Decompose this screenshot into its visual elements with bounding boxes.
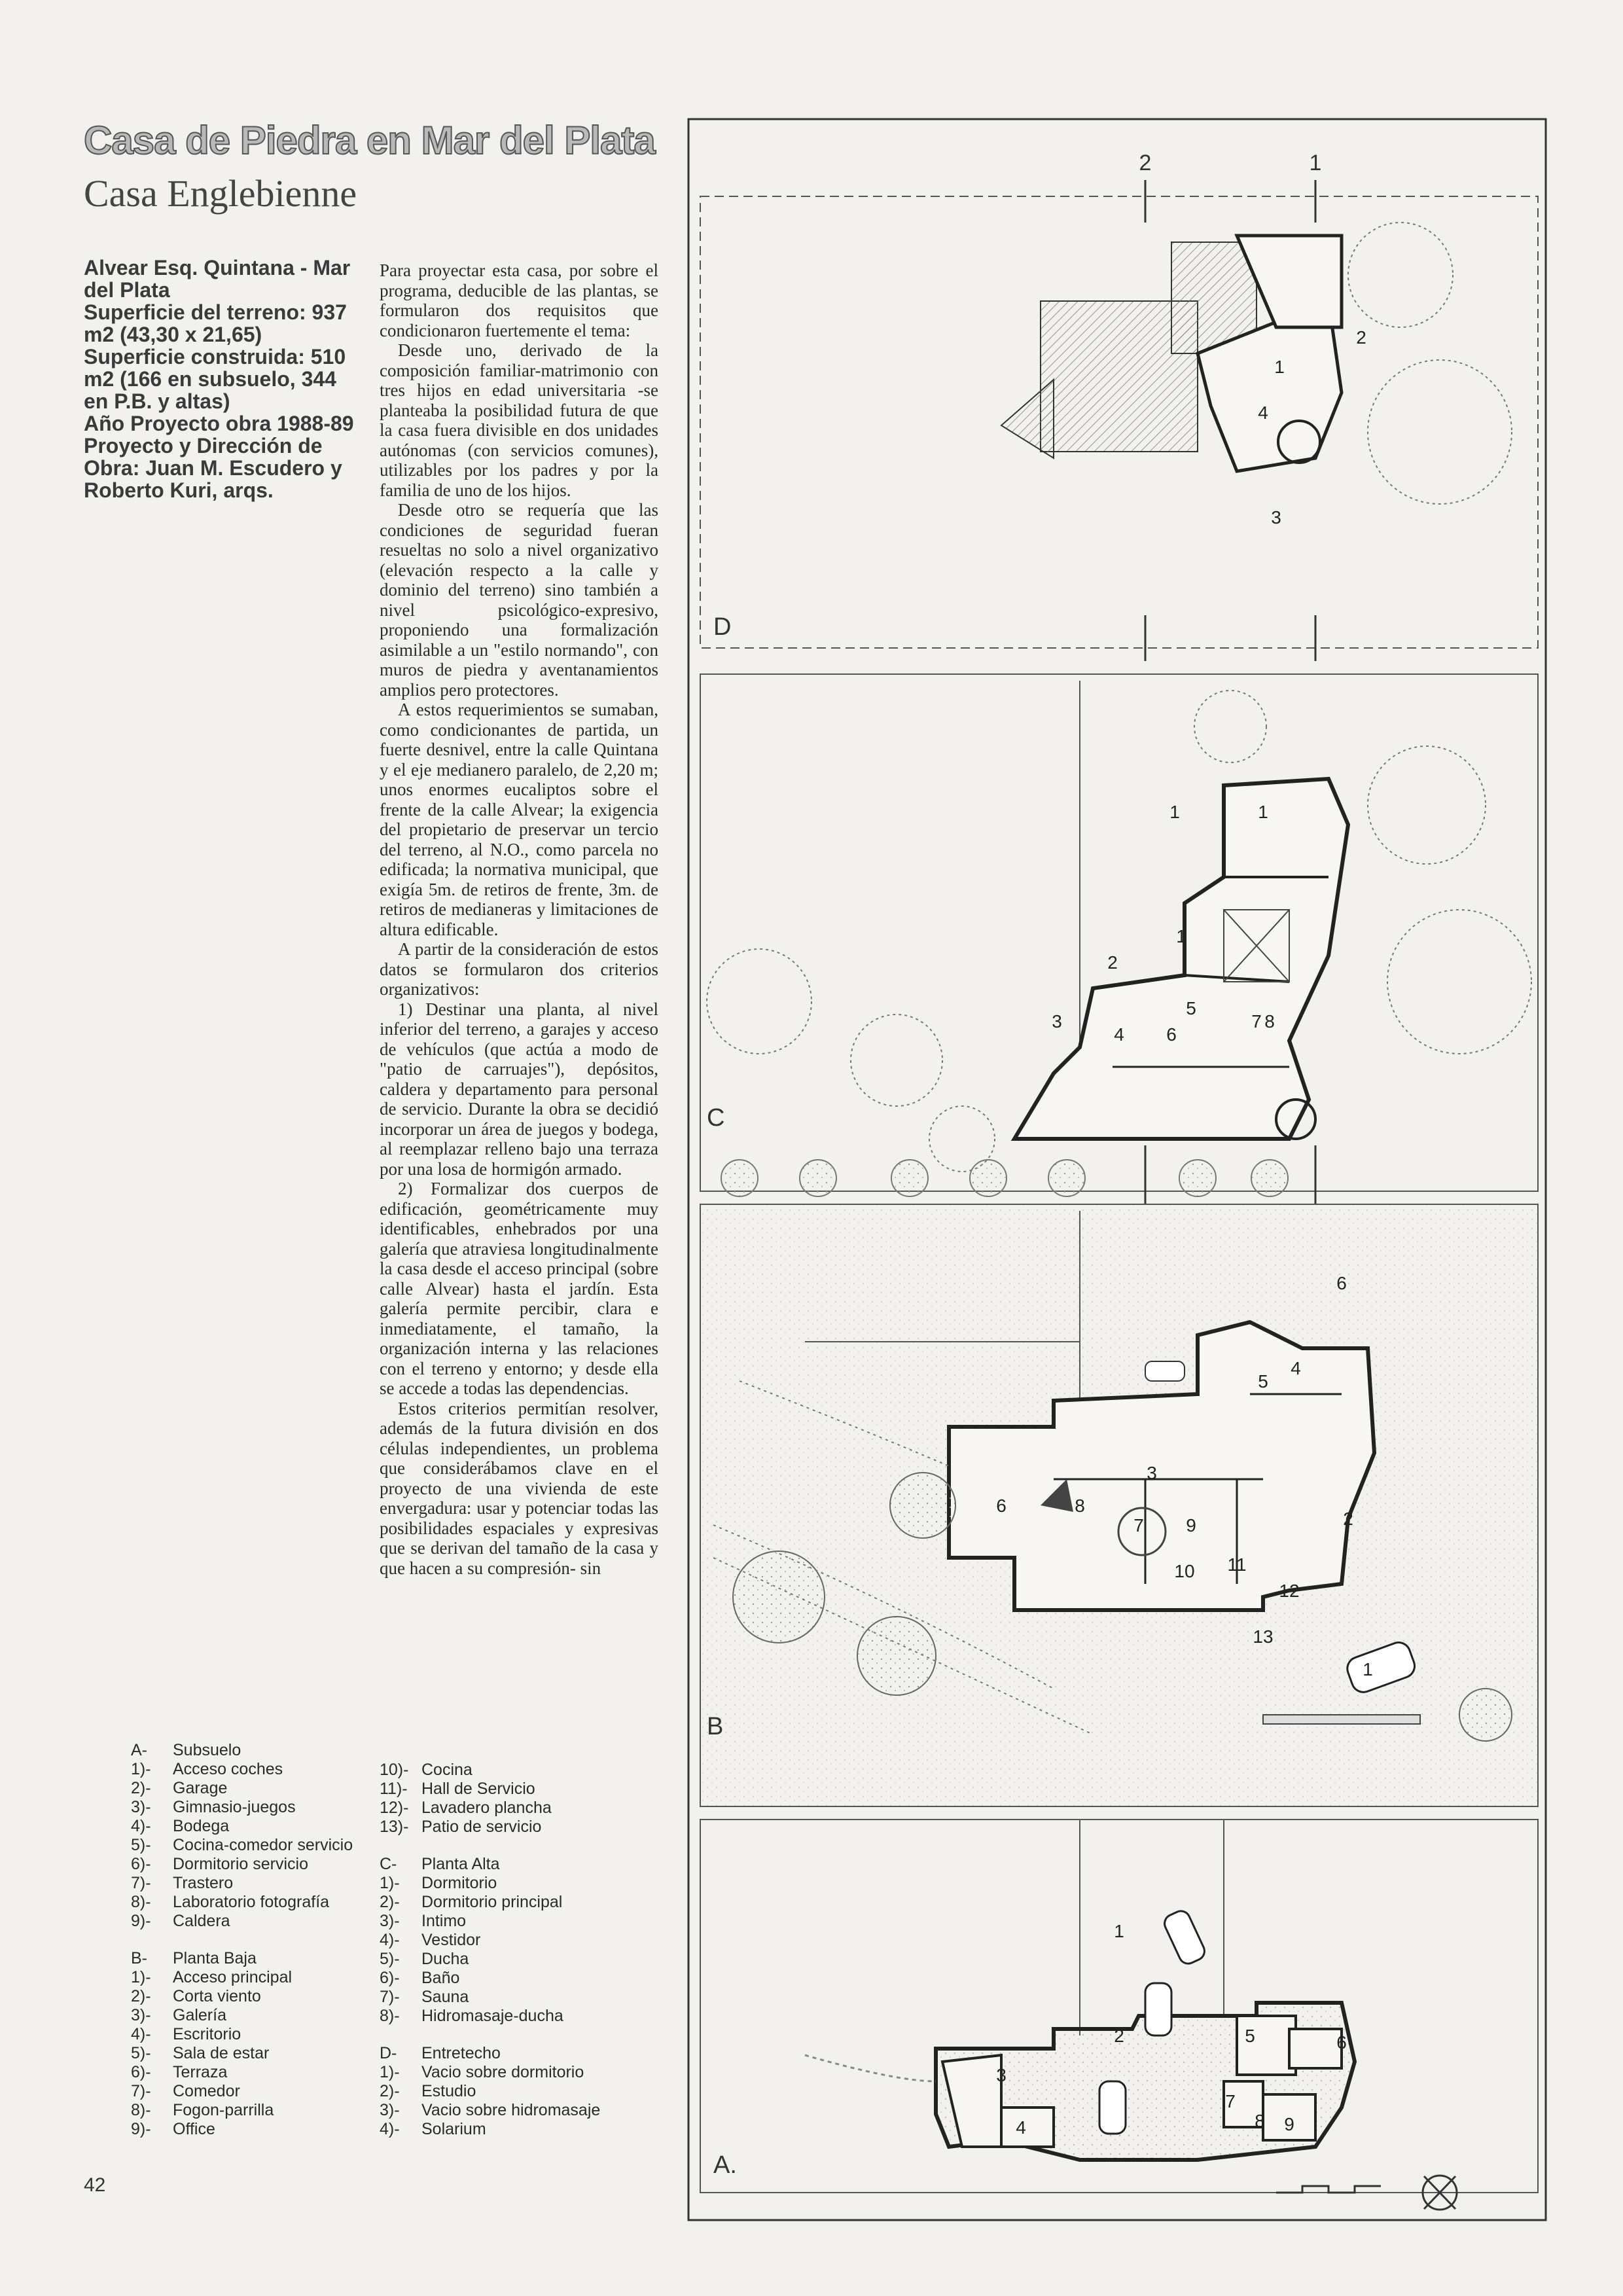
- spec-line: Superficie construida: 510: [84, 345, 346, 368]
- room-number: 1: [1114, 1921, 1124, 1941]
- legend-entry: [380, 1988, 600, 2007]
- room-number: 2: [1356, 327, 1366, 348]
- legend-key: 4)-: [131, 2025, 151, 2043]
- room-number: 4: [1291, 1358, 1301, 1378]
- spec-line: Año Proyecto obra 1988-89: [84, 412, 354, 435]
- plan-panel-subsuelo: [700, 1820, 1538, 2210]
- legend-entry: [131, 1968, 353, 1987]
- legend-label: Vacio sobre dormitorio: [421, 2063, 584, 2081]
- body-paragraph: Estos criterios permitían resolver, además de la futura división en dos células independientes, un problema que considerábamos clave en el proyecto de una vivienda de este envergadura: usar y potenciar todas las posibilidades espaciales y expresivas que se derivan del tamaño de la casa y que hacen a su compresión- sin: [380, 1398, 658, 1578]
- legend-key: 3)-: [380, 1912, 400, 1930]
- legend-entry: [380, 2082, 600, 2101]
- panel-letter: D: [713, 613, 732, 641]
- legend-label: Laboratorio fotografía: [173, 1893, 330, 1911]
- legend-key: 3)-: [131, 2006, 151, 2024]
- legend-label: Gimnasio-juegos: [173, 1798, 296, 1816]
- legend-entry: [380, 1818, 600, 1837]
- room-number: 8: [1264, 1011, 1275, 1031]
- legend-label: Galería: [173, 2006, 226, 2024]
- legend-key: 5)-: [380, 1950, 400, 1968]
- legend-entry: [131, 1893, 353, 1912]
- legend-entry: [380, 1969, 600, 1988]
- legend-entry: [380, 1855, 600, 1874]
- legend-label: Escritorio: [173, 2025, 241, 2043]
- room-number: 10: [1174, 1561, 1195, 1581]
- legend-entry: [380, 1893, 600, 1912]
- body-paragraph: A partir de la consideración de estos datos se formularon dos criterios organizativos:: [380, 939, 658, 999]
- legend-entry: [131, 1949, 353, 1968]
- legend-entry: [380, 1761, 600, 1780]
- legend-entry: [131, 2120, 353, 2139]
- legend-key: 7)-: [131, 1874, 151, 1892]
- legend-key: 1)-: [131, 1968, 151, 1986]
- legend-label: Cocina: [421, 1761, 473, 1779]
- legend-label: Comedor: [173, 2082, 240, 2100]
- legend-label: Garage: [173, 1779, 228, 1797]
- legend-key: 10)-: [380, 1761, 409, 1779]
- floor-plans-figure: [687, 118, 1551, 2225]
- legend-entry: [380, 1950, 600, 1969]
- legend-left-column: [131, 1741, 353, 2139]
- panel-letter: A.: [713, 2151, 737, 2179]
- legend-gap: [380, 1837, 600, 1855]
- legend-key: 1)-: [131, 1760, 151, 1778]
- legend-entry: [380, 1931, 600, 1950]
- legend-right-column: [380, 1761, 600, 2139]
- legend-entry: [131, 2063, 353, 2082]
- legend-gap: [131, 1931, 353, 1949]
- legend-entry: [131, 1817, 353, 1836]
- legend-label: Hall de Servicio: [421, 1780, 535, 1798]
- room-number: 8: [1075, 1496, 1085, 1516]
- legend-entry: [380, 1912, 600, 1931]
- legend-label: Vacio sobre hidromasaje: [421, 2101, 601, 2119]
- legend-key: 4)-: [131, 1817, 151, 1835]
- legend-key: 13)-: [380, 1818, 409, 1836]
- legend-label: Subsuelo: [173, 1741, 241, 1759]
- spec-line: m2 (166 en subsuelo, 344: [84, 367, 336, 391]
- legend-entry: [131, 1798, 353, 1817]
- spec-line: en P.B. y altas): [84, 389, 230, 413]
- legend-key: 4)-: [380, 1931, 400, 1949]
- legend-label: Baño: [421, 1969, 460, 1987]
- legend-label: Acceso principal: [173, 1968, 293, 1986]
- body-paragraph: 1) Destinar una planta, al nivel inferior del terreno, a garajes y acceso de vehículos (que actúa a modo de "patio de carruajes"), depósitos, caldera y departamento para personal de servicio. Durante la obra se decidió incorporar un área de juegos y bodega, al reemplazar relleno bajo una terraza por una losa de hormigón armado.: [380, 999, 658, 1179]
- room-number: 2: [1343, 1509, 1353, 1529]
- article-body: [380, 260, 658, 1578]
- plan-panel-entretecho: [700, 196, 1538, 661]
- legend-label: Office: [173, 2120, 215, 2138]
- room-number: 1: [1274, 357, 1285, 377]
- legend-key: 9)-: [131, 1912, 151, 1930]
- room-number: 1: [1169, 802, 1180, 822]
- legend-key: 2)-: [380, 2082, 400, 2100]
- legend-key: 2)-: [380, 1893, 400, 1911]
- legend-key: 1)-: [380, 2063, 400, 2081]
- legend-entry: [380, 1799, 600, 1818]
- legend-key: 12)-: [380, 1799, 409, 1817]
- room-number: 3: [996, 2065, 1007, 2085]
- legend-key: 8)-: [380, 2007, 400, 2025]
- body-paragraph: 2) Formalizar dos cuerpos de edificación, geométricamente muy identificables, enhebrados por una galería que atraviesa longitudinalmente la casa desde el acceso principal (sobre calle Alvear) hasta el jardín. Esta galería permite percibir, clara e inmediatamente, el tamaño, la organización interna y las relaciones con el terreno y entorno; y desde ella se accede a todas las dependencias.: [380, 1179, 658, 1398]
- room-number: 6: [1166, 1024, 1177, 1045]
- legend-label: Estudio: [421, 2082, 476, 2100]
- article-subtitle: Casa Englebienne: [84, 172, 357, 215]
- spec-line: del Plata: [84, 278, 170, 302]
- legend-entry: [380, 1874, 600, 1893]
- legend-key: D-: [380, 2044, 397, 2062]
- legend-key: A-: [131, 1741, 147, 1759]
- legend-label: Acceso coches: [173, 1760, 283, 1778]
- room-number: 1: [1363, 1659, 1373, 1679]
- legend-key: 3)-: [131, 1798, 151, 1816]
- room-number: 5: [1245, 2026, 1255, 2046]
- legend-entry: [131, 1779, 353, 1798]
- room-number: 12: [1279, 1581, 1300, 1601]
- legend-entry: [380, 2101, 600, 2120]
- legend-label: Sala de estar: [173, 2044, 270, 2062]
- legend-label: Planta Baja: [173, 1949, 257, 1967]
- floor-plans-drawing: [687, 118, 1551, 2225]
- spec-line: Superficie del terreno: 937: [84, 300, 347, 324]
- legend-label: Cocina-comedor servicio: [173, 1836, 353, 1854]
- body-paragraph: Desde otro se requería que las condiciones de seguridad fueran resueltas no solo a nivel organizativo (elevación respecto a la calle y dominio del terreno) sino también a nivel psicológico-expresivo, proponiendo una formalización asimilable a un "estilo normando", con muros de piedra y aventanamientos amplios pero protectores.: [380, 500, 658, 700]
- spec-line: Proyecto y Dirección de: [84, 434, 323, 457]
- legend-label: Dormitorio servicio: [173, 1855, 308, 1873]
- body-paragraph: Desde uno, derivado de la composición familiar-matrimonio con tres hijos en edad universitaria -se planteaba la posibilidad futura de que la casa fuera divisible en dos unidades autónomas (con servicios comunes), utilizables por los padres y por la familia de uno de los hijos.: [380, 340, 658, 500]
- legend-entry: [131, 1741, 353, 1760]
- legend-key: B-: [131, 1949, 147, 1967]
- spec-line: Alvear Esq. Quintana - Mar: [84, 256, 351, 279]
- plan-panel-planta-baja: [700, 1204, 1538, 1806]
- room-number: 9: [1284, 2114, 1294, 2134]
- legend-label: Caldera: [173, 1912, 230, 1930]
- legend-label: Vestidor: [421, 1931, 481, 1949]
- legend-key: 4)-: [380, 2120, 400, 2138]
- spec-line: m2 (43,30 x 21,65): [84, 323, 262, 346]
- legend-entry: [380, 2007, 600, 2026]
- legend-entry: [131, 2101, 353, 2120]
- room-number: 13: [1253, 1626, 1274, 1647]
- room-number: 6: [1336, 2032, 1347, 2053]
- legend-entry: [131, 2044, 353, 2063]
- legend-key: 11)-: [380, 1780, 408, 1798]
- legend-key: 6)-: [131, 1855, 151, 1873]
- legend-key: 7)-: [380, 1988, 400, 2006]
- room-number: 3: [1147, 1463, 1157, 1483]
- axis-label: 2: [1139, 151, 1152, 175]
- legend-label: Hidromasaje-ducha: [421, 2007, 563, 2025]
- legend-key: 9)-: [131, 2120, 151, 2138]
- legend-gap: [380, 2026, 600, 2044]
- spec-line: Roberto Kuri, arqs.: [84, 478, 274, 502]
- legend-entry: [131, 2082, 353, 2101]
- legend-label: Dormitorio principal: [421, 1893, 563, 1911]
- legend-entry: [131, 1912, 353, 1931]
- body-paragraph: A estos requerimientos se sumaban, como condicionantes de partida, un fuerte desnivel, entre la calle Quintana y el eje medianero paralelo, de 2,20 m; unos enormes eucaliptos sobre el frente de la calle Alvear; la exigencia del propietario de preservar un tercio del terreno, al N.O., como parcela no edificada; la normativa municipal, que exigía 5m. de retiros de frente, 3m. de retiros de medianeras y limitaciones de altura edificable.: [380, 700, 658, 939]
- legend-entry: [380, 2063, 600, 2082]
- legend-label: Terraza: [173, 2063, 228, 2081]
- legend-entry: [131, 2025, 353, 2044]
- spec-line: Obra: Juan M. Escudero y: [84, 456, 342, 480]
- room-number: 3: [1271, 507, 1281, 528]
- room-number: 4: [1114, 1024, 1124, 1045]
- legend-entry: [380, 2044, 600, 2063]
- legend-key: 6)-: [131, 2063, 151, 2081]
- legend-key: 8)-: [131, 1893, 151, 1911]
- room-number: 1: [1176, 926, 1186, 946]
- legend-label: Ducha: [421, 1950, 469, 1968]
- legend-key: 5)-: [131, 1836, 151, 1854]
- room-number: 9: [1186, 1515, 1196, 1535]
- room-number: 4: [1016, 2117, 1026, 2138]
- room-number: 2: [1114, 2026, 1124, 2046]
- legend-label: Fogon-parrilla: [173, 2101, 274, 2119]
- legend-entry: [380, 1780, 600, 1799]
- legend-label: Bodega: [173, 1817, 230, 1835]
- legend-entry: [131, 1987, 353, 2006]
- room-number: 11: [1227, 1554, 1247, 1575]
- room-number: 6: [996, 1496, 1007, 1516]
- legend-entry: [131, 1874, 353, 1893]
- room-number: 5: [1186, 998, 1196, 1018]
- legend-entry: [131, 2006, 353, 2025]
- legend-key: 7)-: [131, 2082, 151, 2100]
- body-paragraph: Para proyectar esta casa, por sobre el programa, deducible de las plantas, se formularon dos requisitos que condicionaron fuertemente el tema:: [380, 260, 658, 340]
- legend-entry: [131, 1836, 353, 1855]
- room-number: 4: [1258, 403, 1268, 423]
- panel-letter: B: [707, 1713, 724, 1740]
- legend-label: Sauna: [421, 1988, 469, 2006]
- axis-label: 1: [1309, 151, 1322, 175]
- legend-key: 5)-: [131, 2044, 151, 2062]
- room-number: 3: [1052, 1011, 1062, 1031]
- legend-label: Entretecho: [421, 2044, 501, 2062]
- room-number: 7: [1133, 1515, 1144, 1535]
- legend-label: Lavadero plancha: [421, 1799, 552, 1817]
- legend-label: Trastero: [173, 1874, 234, 1892]
- legend-label: Patio de servicio: [421, 1818, 542, 1836]
- legend-entry: [380, 2120, 600, 2139]
- legend-entry: [131, 1760, 353, 1779]
- room-number: 2: [1107, 952, 1118, 973]
- legend-key: 6)-: [380, 1969, 400, 1987]
- page-number: 42: [84, 2174, 106, 2196]
- room-number: 8: [1255, 2111, 1265, 2131]
- legend-key: 1)-: [380, 1874, 400, 1892]
- legend-label: Solarium: [421, 2120, 486, 2138]
- legend-key: C-: [380, 1855, 397, 1873]
- legend-label: Dormitorio: [421, 1874, 497, 1892]
- room-number: 5: [1258, 1371, 1268, 1391]
- room-number: 1: [1258, 802, 1268, 822]
- legend-label: Corta viento: [173, 1987, 261, 2005]
- legend-label: Planta Alta: [421, 1855, 500, 1873]
- legend-key: 3)-: [380, 2101, 400, 2119]
- room-number: 6: [1336, 1273, 1347, 1293]
- legend-key: 2)-: [131, 1779, 151, 1797]
- room-number: 7: [1225, 2091, 1236, 2111]
- legend-entry: [131, 1855, 353, 1874]
- room-number: 7: [1251, 1011, 1262, 1031]
- panel-letter: C: [707, 1104, 725, 1132]
- legend-key: 2)-: [131, 1987, 151, 2005]
- project-specs: [84, 257, 372, 501]
- legend-label: Intimo: [421, 1912, 467, 1930]
- plan-panel-planta-alta: [700, 674, 1538, 1204]
- legend-key: 8)-: [131, 2101, 151, 2119]
- article-title: Casa de Piedra en Mar del Plata: [84, 118, 655, 162]
